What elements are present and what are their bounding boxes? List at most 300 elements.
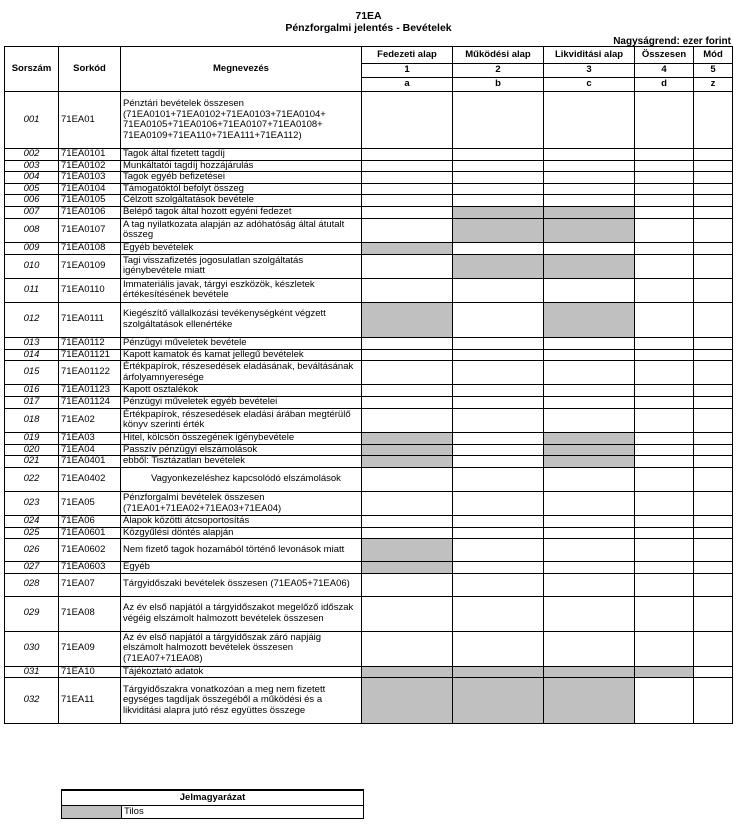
value-cell-1 — [362, 183, 453, 195]
row-number: 010 — [5, 254, 59, 278]
value-cell-3 — [544, 337, 635, 349]
row-name: Kapott kamatok és kamat jellegű bevételek — [121, 349, 362, 361]
value-cell-2 — [453, 242, 544, 254]
table-row — [5, 302, 733, 337]
row-number: 026 — [5, 539, 59, 562]
value-cell-4 — [635, 456, 694, 468]
col-header-osszesen: Összesen — [635, 47, 694, 64]
value-cell-3 — [544, 516, 635, 528]
value-cell-1 — [362, 361, 453, 385]
value-cell-2 — [453, 92, 544, 149]
value-cell-2 — [453, 444, 544, 456]
row-code: 71EA01124 — [59, 396, 121, 408]
value-cell-5 — [694, 456, 733, 468]
row-code: 71EA0110 — [59, 278, 121, 302]
value-cell-2 — [453, 408, 544, 432]
row-code: 71EA0402 — [59, 468, 121, 492]
row-name: A tag nyilatkozata alapján az adóhatóság által átutalt összeg — [121, 218, 362, 242]
value-cell-5 — [694, 573, 733, 596]
value-cell-5 — [694, 206, 733, 218]
value-cell-2 — [453, 195, 544, 207]
value-cell-5 — [694, 385, 733, 397]
value-cell-4 — [635, 539, 694, 562]
value-cell-3 — [544, 527, 635, 539]
value-cell-4 — [635, 444, 694, 456]
value-cell-2 — [453, 254, 544, 278]
value-cell-3 — [544, 396, 635, 408]
value-cell-2 — [453, 492, 544, 516]
row-code: 71EA08 — [59, 596, 121, 631]
table-row — [5, 573, 733, 596]
row-number: 024 — [5, 516, 59, 528]
value-cell-2 — [453, 361, 544, 385]
value-cell-2 — [453, 432, 544, 444]
value-cell-1 — [362, 172, 453, 184]
value-cell-4 — [635, 349, 694, 361]
table-row — [5, 254, 733, 278]
row-code: 71EA0105 — [59, 195, 121, 207]
row-number: 008 — [5, 218, 59, 242]
value-cell-3 — [544, 278, 635, 302]
value-cell-3 — [544, 172, 635, 184]
value-cell-1 — [362, 573, 453, 596]
value-cell-2 — [453, 456, 544, 468]
value-cell-5 — [694, 539, 733, 562]
row-name: Pénzügyi műveletek egyéb bevételei — [121, 396, 362, 408]
value-cell-5 — [694, 337, 733, 349]
row-number: 029 — [5, 596, 59, 631]
table-row — [5, 172, 733, 184]
value-cell-3 — [544, 444, 635, 456]
value-cell-3 — [544, 349, 635, 361]
row-code: 71EA05 — [59, 492, 121, 516]
col-header-mukodesi: Működési alap — [453, 47, 544, 64]
table-row — [5, 92, 733, 149]
value-cell-3 — [544, 218, 635, 242]
value-cell-1 — [362, 396, 453, 408]
value-cell-4 — [635, 492, 694, 516]
value-cell-1 — [362, 254, 453, 278]
value-cell-1 — [362, 492, 453, 516]
value-cell-1 — [362, 195, 453, 207]
value-cell-1 — [362, 242, 453, 254]
row-number: 020 — [5, 444, 59, 456]
row-name: Tagok egyéb befizetései — [121, 172, 362, 184]
value-cell-5 — [694, 666, 733, 678]
row-name: Egyéb — [121, 562, 362, 574]
value-cell-5 — [694, 444, 733, 456]
value-cell-3 — [544, 408, 635, 432]
table-row — [5, 492, 733, 516]
row-name: Pénzforgalmi bevételek összesen (71EA01+71EA02+71EA03+71EA04) — [121, 492, 362, 516]
report-code: 71EA — [355, 10, 382, 22]
value-cell-3 — [544, 206, 635, 218]
row-number: 006 — [5, 195, 59, 207]
row-number: 025 — [5, 527, 59, 539]
value-cell-1 — [362, 302, 453, 337]
table-row — [5, 631, 733, 666]
table-row — [5, 408, 733, 432]
row-number: 014 — [5, 349, 59, 361]
value-cell-4 — [635, 254, 694, 278]
value-cell-5 — [694, 242, 733, 254]
row-code: 71EA0111 — [59, 302, 121, 337]
value-cell-5 — [694, 596, 733, 631]
table-row — [5, 206, 733, 218]
row-number: 007 — [5, 206, 59, 218]
row-name: Tájékoztató adatok — [121, 666, 362, 678]
row-name: Kapott osztalékok — [121, 385, 362, 397]
row-name: Belépő tagok által hozott egyéni fedezet — [121, 206, 362, 218]
value-cell-4 — [635, 527, 694, 539]
row-number: 011 — [5, 278, 59, 302]
value-cell-2 — [453, 278, 544, 302]
value-cell-2 — [453, 468, 544, 492]
value-cell-5 — [694, 349, 733, 361]
row-name: Tagi visszafizetés jogosulatlan szolgáltatás igénybevétele miatt — [121, 254, 362, 278]
row-number: 023 — [5, 492, 59, 516]
value-cell-4 — [635, 678, 694, 724]
row-code: 71EA01123 — [59, 385, 121, 397]
value-cell-1 — [362, 349, 453, 361]
col-letter-a: a — [362, 78, 453, 92]
value-cell-2 — [453, 516, 544, 528]
row-name: Passzív pénzügyi elszámolások — [121, 444, 362, 456]
legend-item: Tilos — [122, 805, 364, 818]
row-name: Értékpapírok, részesedések eladási árában megtérülő könyv szerinti érték — [121, 408, 362, 432]
table-row — [5, 149, 733, 161]
row-name: Hitel, kölcsön összegének igénybevétele — [121, 432, 362, 444]
value-cell-5 — [694, 149, 733, 161]
value-cell-1 — [362, 92, 453, 149]
value-cell-5 — [694, 172, 733, 184]
table-row — [5, 160, 733, 172]
row-number: 001 — [5, 92, 59, 149]
value-cell-2 — [453, 302, 544, 337]
value-cell-4 — [635, 361, 694, 385]
row-code: 71EA0108 — [59, 242, 121, 254]
value-cell-5 — [694, 92, 733, 149]
row-name: Az év első napjától a tárgyidőszakot megelőző időszak végéig elszámolt halmozott bevételek összesen — [121, 596, 362, 631]
value-cell-1 — [362, 149, 453, 161]
revenue-table — [4, 46, 733, 724]
value-cell-3 — [544, 596, 635, 631]
value-cell-5 — [694, 408, 733, 432]
value-cell-4 — [635, 666, 694, 678]
value-cell-3 — [544, 254, 635, 278]
table-row — [5, 278, 733, 302]
col-letter-z: z — [694, 78, 733, 92]
value-cell-3 — [544, 183, 635, 195]
row-name: Egyéb bevételek — [121, 242, 362, 254]
value-cell-5 — [694, 302, 733, 337]
value-cell-5 — [694, 678, 733, 724]
row-code: 71EA03 — [59, 432, 121, 444]
table-row — [5, 218, 733, 242]
value-cell-5 — [694, 254, 733, 278]
value-cell-2 — [453, 666, 544, 678]
row-number: 027 — [5, 562, 59, 574]
value-cell-2 — [453, 573, 544, 596]
row-number: 009 — [5, 242, 59, 254]
row-name: Tagok által fizetett tagdíj — [121, 149, 362, 161]
value-cell-4 — [635, 562, 694, 574]
value-cell-2 — [453, 349, 544, 361]
value-cell-2 — [453, 527, 544, 539]
value-cell-1 — [362, 666, 453, 678]
value-cell-5 — [694, 396, 733, 408]
value-cell-4 — [635, 468, 694, 492]
value-cell-5 — [694, 631, 733, 666]
value-cell-1 — [362, 432, 453, 444]
table-row — [5, 468, 733, 492]
row-name: Tárgyidőszaki bevételek összesen (71EA05+71EA06) — [121, 573, 362, 596]
table-row — [5, 444, 733, 456]
value-cell-1 — [362, 206, 453, 218]
value-cell-1 — [362, 444, 453, 456]
row-code: 71EA0109 — [59, 254, 121, 278]
row-number: 004 — [5, 172, 59, 184]
value-cell-3 — [544, 562, 635, 574]
value-cell-2 — [453, 183, 544, 195]
value-cell-2 — [453, 337, 544, 349]
value-cell-3 — [544, 456, 635, 468]
value-cell-5 — [694, 516, 733, 528]
value-cell-4 — [635, 183, 694, 195]
value-cell-3 — [544, 361, 635, 385]
value-cell-3 — [544, 195, 635, 207]
row-name: Nem fizető tagok hozamából történő levonások miatt — [121, 539, 362, 562]
table-row — [5, 666, 733, 678]
value-cell-2 — [453, 396, 544, 408]
row-number: 017 — [5, 396, 59, 408]
row-name: Vagyonkezeléshez kapcsolódó elszámolások — [121, 468, 362, 492]
value-cell-4 — [635, 432, 694, 444]
row-number: 018 — [5, 408, 59, 432]
value-cell-4 — [635, 278, 694, 302]
row-code: 71EA0103 — [59, 172, 121, 184]
value-cell-5 — [694, 527, 733, 539]
value-cell-1 — [362, 596, 453, 631]
col-num-3: 3 — [544, 64, 635, 78]
report-title: Pénzforgalmi jelentés - Bevételek — [285, 22, 452, 34]
value-cell-4 — [635, 596, 694, 631]
value-cell-1 — [362, 678, 453, 724]
row-code: 71EA01121 — [59, 349, 121, 361]
value-cell-2 — [453, 149, 544, 161]
table-row — [5, 516, 733, 528]
row-code: 71EA07 — [59, 573, 121, 596]
row-name: Támogatóktól befolyt összeg — [121, 183, 362, 195]
table-row — [5, 432, 733, 444]
value-cell-1 — [362, 385, 453, 397]
value-cell-3 — [544, 242, 635, 254]
row-number: 016 — [5, 385, 59, 397]
value-cell-2 — [453, 596, 544, 631]
row-name: Alapok közötti átcsoportosítás — [121, 516, 362, 528]
row-number: 019 — [5, 432, 59, 444]
col-header-likviditasi: Likviditási alap — [544, 47, 635, 64]
row-number: 012 — [5, 302, 59, 337]
row-code: 71EA02 — [59, 408, 121, 432]
value-cell-5 — [694, 218, 733, 242]
row-number: 030 — [5, 631, 59, 666]
value-cell-4 — [635, 631, 694, 666]
row-code: 71EA10 — [59, 666, 121, 678]
row-code: 71EA0602 — [59, 539, 121, 562]
value-cell-1 — [362, 160, 453, 172]
row-number: 022 — [5, 468, 59, 492]
value-cell-4 — [635, 573, 694, 596]
col-header-sorszam: Sorszám — [5, 47, 59, 92]
value-cell-1 — [362, 468, 453, 492]
value-cell-4 — [635, 516, 694, 528]
col-num-5: 5 — [694, 64, 733, 78]
value-cell-5 — [694, 492, 733, 516]
col-num-1: 1 — [362, 64, 453, 78]
row-name: Közgyűlési döntés alapján — [121, 527, 362, 539]
value-cell-2 — [453, 678, 544, 724]
row-name: Pénztári bevételek összesen (71EA0101+71EA0102+71EA0103+71EA0104+ 71EA0105+71EA0106+71EA0107+71EA0108+ 71EA0109+71EA110+71EA111+71EA112) — [121, 92, 362, 149]
value-cell-4 — [635, 195, 694, 207]
row-name: Pénzügyi műveletek bevétele — [121, 337, 362, 349]
value-cell-2 — [453, 562, 544, 574]
value-cell-1 — [362, 516, 453, 528]
value-cell-5 — [694, 562, 733, 574]
row-number: 028 — [5, 573, 59, 596]
value-cell-3 — [544, 302, 635, 337]
table-row — [5, 527, 733, 539]
row-number: 015 — [5, 361, 59, 385]
row-name: Célzott szolgáltatások bevétele — [121, 195, 362, 207]
value-cell-1 — [362, 562, 453, 574]
table-row — [5, 396, 733, 408]
value-cell-3 — [544, 492, 635, 516]
value-cell-1 — [362, 337, 453, 349]
value-cell-5 — [694, 183, 733, 195]
row-code: 71EA11 — [59, 678, 121, 724]
table-row — [5, 195, 733, 207]
table-row — [5, 456, 733, 468]
legend-table — [61, 789, 364, 819]
row-number: 021 — [5, 456, 59, 468]
row-code: 71EA0107 — [59, 218, 121, 242]
value-cell-4 — [635, 160, 694, 172]
value-cell-4 — [635, 242, 694, 254]
legend-title: Jelmagyarázat — [62, 790, 364, 805]
col-header-megnevezes: Megnevezés — [121, 47, 362, 92]
value-cell-3 — [544, 468, 635, 492]
value-cell-3 — [544, 160, 635, 172]
col-letter-d: d — [635, 78, 694, 92]
value-cell-5 — [694, 361, 733, 385]
value-cell-4 — [635, 149, 694, 161]
value-cell-5 — [694, 195, 733, 207]
value-cell-1 — [362, 456, 453, 468]
value-cell-5 — [694, 278, 733, 302]
col-header-sorkod: Sorkód — [59, 47, 121, 92]
value-cell-1 — [362, 278, 453, 302]
value-cell-2 — [453, 172, 544, 184]
value-cell-4 — [635, 337, 694, 349]
table-row — [5, 183, 733, 195]
value-cell-4 — [635, 396, 694, 408]
value-cell-1 — [362, 539, 453, 562]
value-cell-1 — [362, 408, 453, 432]
value-cell-3 — [544, 678, 635, 724]
row-name: Munkáltatói tagdíj hozzájárulás — [121, 160, 362, 172]
value-cell-3 — [544, 149, 635, 161]
value-cell-3 — [544, 539, 635, 562]
value-cell-2 — [453, 160, 544, 172]
value-cell-5 — [694, 468, 733, 492]
row-name: Tárgyidőszakra vonatkozóan a meg nem fizetett egységes tagdíjak összegéből a működési és a likviditási alapra jutó rész együttes összege — [121, 678, 362, 724]
row-code: 71EA0112 — [59, 337, 121, 349]
col-header-fedezeti: Fedezeti alap — [362, 47, 453, 64]
value-cell-4 — [635, 385, 694, 397]
col-num-2: 2 — [453, 64, 544, 78]
value-cell-2 — [453, 385, 544, 397]
table-row — [5, 242, 733, 254]
row-code: 71EA0104 — [59, 183, 121, 195]
row-code: 71EA01 — [59, 92, 121, 149]
unit-label: Nagyságrend: ezer forint — [613, 36, 731, 47]
value-cell-5 — [694, 160, 733, 172]
row-code: 71EA0106 — [59, 206, 121, 218]
value-cell-1 — [362, 631, 453, 666]
row-code: 71EA04 — [59, 444, 121, 456]
row-code: 71EA09 — [59, 631, 121, 666]
value-cell-2 — [453, 631, 544, 666]
value-cell-2 — [453, 218, 544, 242]
row-name: Értékpapírok, részesedések eladásának, beváltásának árfolyamnyeresége — [121, 361, 362, 385]
row-code: 71EA06 — [59, 516, 121, 528]
table-row — [5, 539, 733, 562]
row-number: 013 — [5, 337, 59, 349]
row-code: 71EA0101 — [59, 149, 121, 161]
value-cell-4 — [635, 218, 694, 242]
value-cell-5 — [694, 432, 733, 444]
row-code: 71EA0603 — [59, 562, 121, 574]
value-cell-3 — [544, 573, 635, 596]
row-code: 71EA0601 — [59, 527, 121, 539]
table-row — [5, 361, 733, 385]
table-row — [5, 337, 733, 349]
value-cell-4 — [635, 206, 694, 218]
legend-swatch — [62, 805, 122, 818]
value-cell-4 — [635, 408, 694, 432]
row-code: 71EA0401 — [59, 456, 121, 468]
value-cell-3 — [544, 92, 635, 149]
row-name: Immateriális javak, tárgyi eszközök, készletek értékesítésének bevétele — [121, 278, 362, 302]
row-number: 031 — [5, 666, 59, 678]
value-cell-3 — [544, 631, 635, 666]
col-letter-c: c — [544, 78, 635, 92]
col-header-mod: Mód — [694, 47, 733, 64]
col-letter-b: b — [453, 78, 544, 92]
value-cell-2 — [453, 539, 544, 562]
col-num-4: 4 — [635, 64, 694, 78]
table-row — [5, 678, 733, 724]
table-row — [5, 349, 733, 361]
row-number: 002 — [5, 149, 59, 161]
row-name: Az év első napjától a tárgyidőszak záró napjáig elszámolt halmozott bevételek összesen (71EA07+71EA08) — [121, 631, 362, 666]
value-cell-2 — [453, 206, 544, 218]
value-cell-3 — [544, 432, 635, 444]
row-code: 71EA01122 — [59, 361, 121, 385]
table-row — [5, 562, 733, 574]
value-cell-4 — [635, 92, 694, 149]
